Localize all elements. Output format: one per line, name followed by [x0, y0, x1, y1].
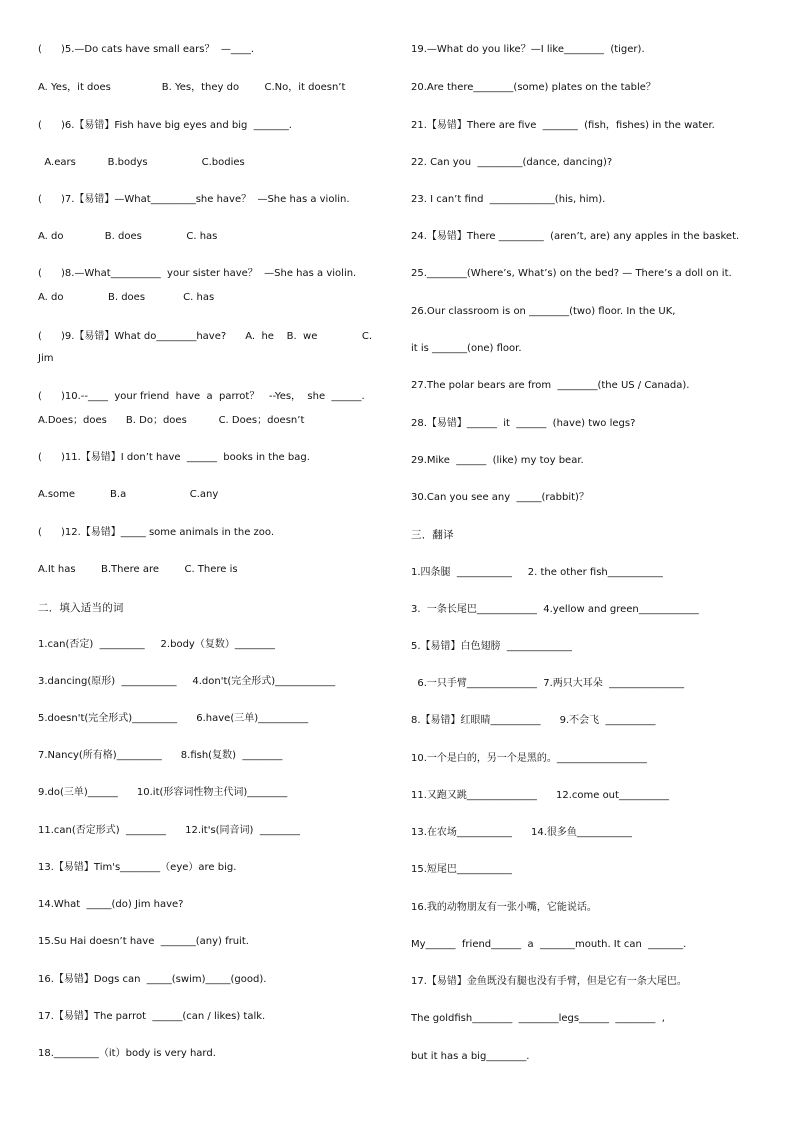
left-question-line: A.It has B.There are C. There is: [38, 564, 238, 575]
left-question-line: 16.【易错】Dogs can _____(swim)_____(good).: [38, 974, 267, 985]
left-question-line: ( )9.【易错】What do________have? A. he B. we C.: [38, 331, 373, 342]
right-question-line: 29.Mike ______ (like) my toy bear.: [411, 455, 584, 466]
left-question-line: 3.dancing(原形) ___________ 4.don't(完全形式)____________: [38, 676, 336, 687]
right-question-line: 11.又跑又跳______________ 12.come out__________: [411, 790, 669, 801]
right-question-line: 6.一只手臂______________ 7.两只大耳朵 _______________: [411, 678, 685, 689]
left-question-line: A. do B. does C. has: [38, 292, 215, 303]
right-question-line: 28.【易错】______ it ______ (have) two legs?: [411, 418, 636, 429]
right-question-line: 5.【易错】白色翅膀 _____________: [411, 641, 572, 652]
left-question-line: 9.do(三单)______ 10.it(形容词性物主代词)________: [38, 787, 288, 798]
left-question-line: A.Does；does B. Do；does C. Does；doesn’t: [38, 415, 305, 426]
right-question-line: 10.一个是白的，另一个是黑的。__________________: [411, 753, 647, 764]
right-question-line: 13.在农场___________ 14.很多鱼___________: [411, 827, 632, 838]
right-question-line: 1.四条腿 ___________ 2. the other fish___________: [411, 567, 663, 578]
right-question-line: 19.—What do you like？—I like________ (tiger).: [411, 44, 645, 55]
right-question-line: 30.Can you see any _____(rabbit)？: [411, 492, 589, 503]
left-question-line: ( )5.—Do cats have small ears？ —____.: [38, 44, 255, 55]
left-question-line: 7.Nancy(所有格)_________ 8.fish(复数) ________: [38, 750, 283, 761]
left-question-line: 13.【易错】Tim's________（eye）are big.: [38, 862, 237, 873]
left-question-line: 1.can(否定) _________ 2.body（复数）________: [38, 639, 275, 650]
left-question-line: ( )11.【易错】I don’t have ______ books in the bag.: [38, 452, 310, 463]
right-question-line: 21.【易错】There are five _______ (fish，fishes) in the water.: [411, 120, 715, 131]
left-question-line: ( )12.【易错】_____ some animals in the zoo.: [38, 527, 275, 538]
section-heading: 三．翻译: [411, 529, 454, 541]
left-question-line: ( )7.【易错】—What_________she have？ —She has a violin.: [38, 194, 350, 205]
left-question-line: Jim: [38, 353, 54, 364]
right-question-line: 26.Our classroom is on ________(two) floor. In the UK,: [411, 306, 676, 317]
left-question-line: A. do B. does C. has: [38, 231, 218, 242]
right-question-line: My______ friend______ a _______mouth. It can _______.: [411, 939, 687, 950]
right-question-line: 3. 一条长尾巴____________ 4.yellow and green____________: [411, 604, 699, 615]
right-question-line: 16.我的动物朋友有一张小嘴，它能说话。: [411, 902, 597, 913]
right-question-line: it is _______(one) floor.: [411, 343, 522, 354]
right-question-line: 23. I can’t find _____________(his, him).: [411, 194, 606, 205]
right-question-line: The goldfish________ ________legs______ ________ ,: [411, 1013, 665, 1024]
left-question-line: 14.What _____(do) Jim have?: [38, 899, 184, 910]
left-question-line: ( )8.—What__________ your sister have？ —She has a violin.: [38, 268, 357, 279]
right-question-line: 27.The polar bears are from ________(the US / Canada).: [411, 380, 690, 391]
right-question-line: 22. Can you _________(dance, dancing)?: [411, 157, 613, 168]
right-question-line: 15.短尾巴___________: [411, 864, 512, 875]
right-question-line: 20.Are there________(some) plates on the table？: [411, 82, 656, 93]
left-question-line: A.ears B.bodys C.bodies: [38, 157, 245, 168]
left-question-line: ( )10.--____ your friend have a parrot？ --Yes， she ______.: [38, 391, 365, 402]
right-question-line: 24.【易错】There _________ (aren’t, are) any apples in the basket.: [411, 231, 740, 242]
left-question-line: ( )6.【易错】Fish have big eyes and big _______.: [38, 120, 292, 131]
right-question-line: but it has a big________.: [411, 1051, 530, 1062]
right-question-line: 25.________(Where’s, What’s) on the bed? — There’s a doll on it.: [411, 268, 732, 279]
left-question-line: 5.doesn't(完全形式)_________ 6.have(三单)__________: [38, 713, 309, 724]
left-question-line: A. Yes，it does B. Yes，they do C.No，it doesn’t: [38, 82, 346, 93]
section-heading: 二．填入适当的词: [38, 602, 124, 614]
left-question-line: 18._________（it）body is very hard.: [38, 1048, 216, 1059]
left-question-line: 17.【易错】The parrot ______(can / likes) talk.: [38, 1011, 266, 1022]
right-question-line: 17.【易错】金鱼既没有腿也没有手臂，但是它有一条大尾巴。: [411, 976, 687, 987]
left-question-line: A.some B.a C.any: [38, 489, 219, 500]
right-question-line: 8.【易错】红眼睛__________ 9.不会飞 __________: [411, 715, 656, 726]
left-question-line: 11.can(否定形式) ________ 12.it's(同音词) ________: [38, 825, 300, 836]
left-question-line: 15.Su Hai doesn’t have _______(any) fruit.: [38, 936, 249, 947]
